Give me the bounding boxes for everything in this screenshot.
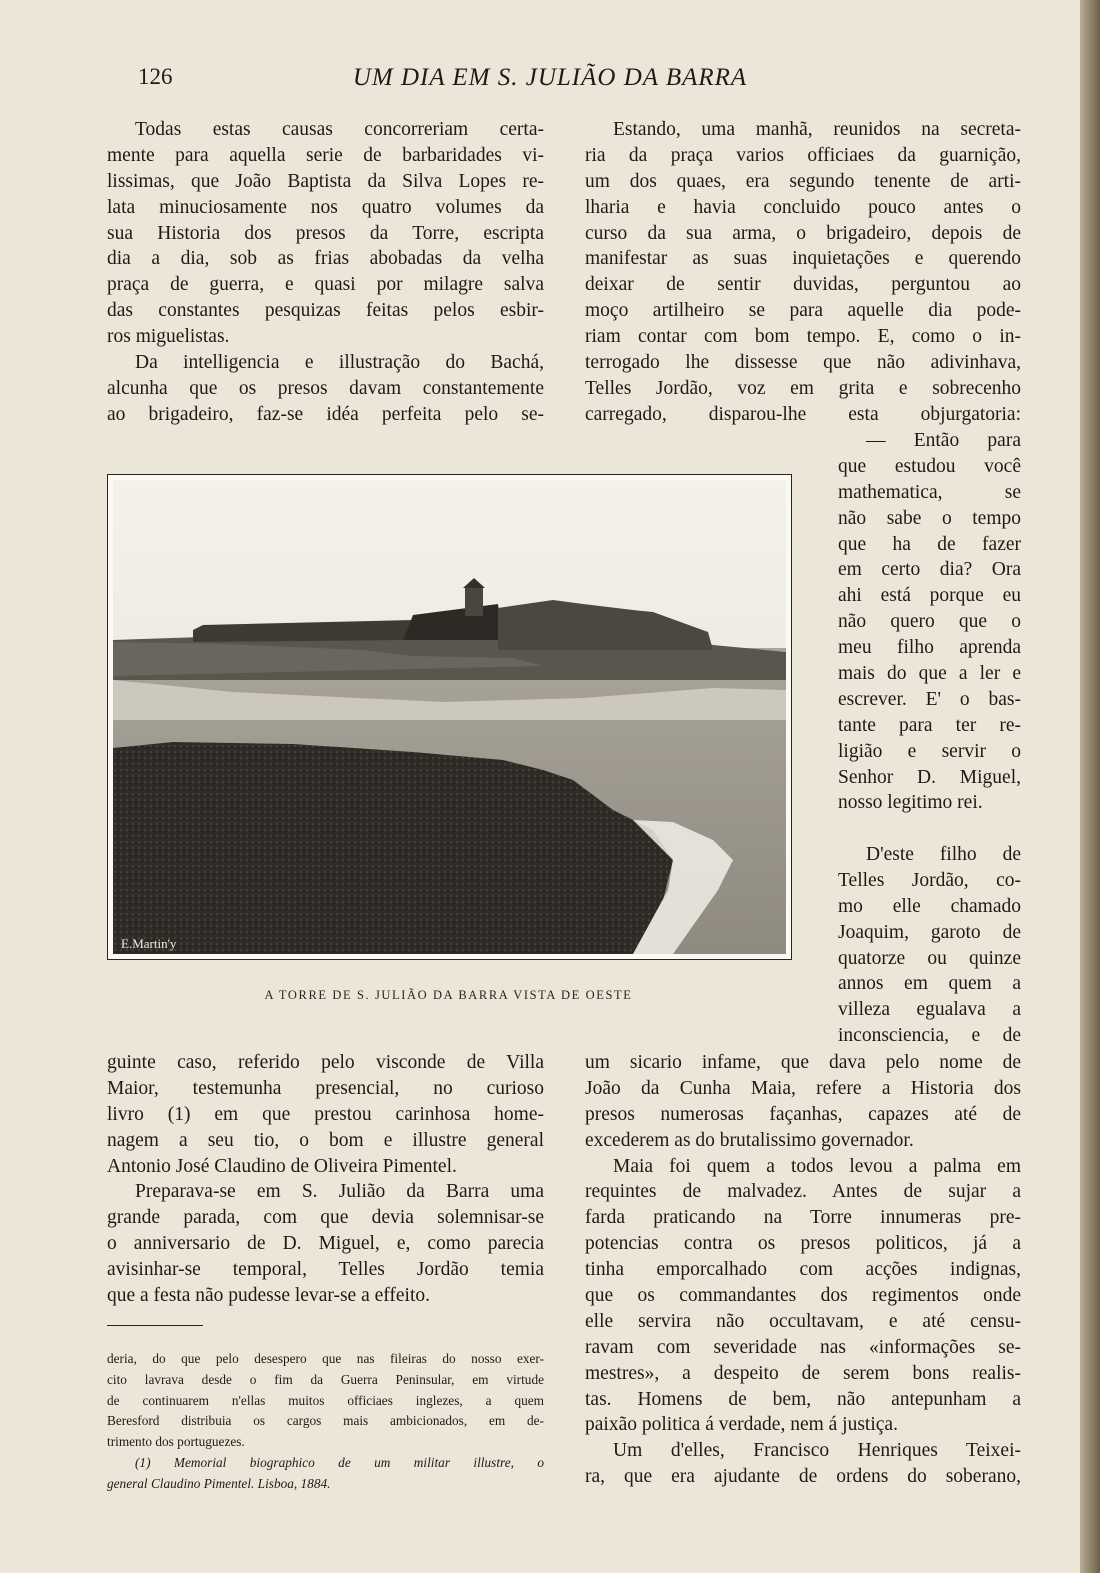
text-line: deixar de sentir duvidas, perguntou ao xyxy=(585,274,1021,296)
text-line: um dos quaes, era segundo tenente de arti- xyxy=(585,170,1021,192)
footnote-line: (1) Memorial biographico de um militar illustre, o xyxy=(135,1454,544,1470)
footnote-line: de continuarem n'ellas muitos officiaes inglezes, a quem xyxy=(107,1392,544,1408)
text-line: Antonio José Claudino de Oliveira Pimentel. xyxy=(107,1155,457,1177)
text-line: ravam com severidade nas «informações se- xyxy=(585,1336,1021,1358)
text-line: que ha de fazer xyxy=(838,533,1021,555)
footnote-line: cito lavrava desde o fim da Guerra Peninsular, em virtude xyxy=(107,1371,544,1387)
text-line: em certo dia? Ora xyxy=(838,559,1021,581)
text-line: riam contar com bom tempo. E, como o in- xyxy=(585,326,1021,348)
text-line: ros miguelistas. xyxy=(107,326,230,348)
text-line: sua Historia dos presos da Torre, escripta xyxy=(107,222,544,244)
text-line: quatorze ou quinze xyxy=(838,947,1021,969)
page-header xyxy=(0,64,1040,100)
text-line: inconsciencia, e de xyxy=(838,1025,1021,1047)
text-line: carregado, disparou-lhe esta objurgatoria: xyxy=(585,403,1021,425)
text-line: Da intelligencia e illustração do Bachá, xyxy=(135,352,544,374)
text-line: annos em quem a xyxy=(838,973,1021,995)
text-line: dia a dia, sob as frias abobadas da velha xyxy=(107,248,544,270)
text-line: tas. Homens de bem, não antepunham a xyxy=(585,1388,1021,1410)
text-line: lata minuciosamente nos quatro volumes da xyxy=(107,196,544,218)
text-line: Maior, testemunha presencial, no curioso xyxy=(107,1077,544,1099)
text-line: grande parada, com que devia solemnisar-se xyxy=(107,1207,544,1229)
text-line: nosso legitimo rei. xyxy=(838,792,983,814)
text-line: nagem a seu tio, o bom e illustre general xyxy=(107,1129,544,1151)
text-line: mente para aquella serie de barbaridades vi- xyxy=(107,144,544,166)
text-line: mo elle chamado xyxy=(838,895,1021,917)
text-line: que os commandantes dos regimentos onde xyxy=(585,1285,1021,1307)
narrow-column-continuation xyxy=(838,842,1021,1049)
text-line: Estando, uma manhã, reunidos na secreta- xyxy=(613,119,1021,140)
tower-photograph xyxy=(107,474,792,960)
footnote-line: Beresford distribuia os cargos mais ambicionados, em de- xyxy=(107,1413,544,1429)
narrow-column-quote xyxy=(838,428,1021,816)
text-line: que estudou você xyxy=(838,455,1021,477)
figure-caption: A TORRE DE S. JULIÃO DA BARRA VISTA DE OESTE xyxy=(264,988,633,1002)
footnote-rule xyxy=(107,1325,203,1326)
left-column-top xyxy=(107,117,544,428)
text-line: mathematica, se xyxy=(838,481,1021,503)
text-line: livro (1) em que prestou carinhosa home- xyxy=(107,1103,544,1125)
text-line: villeza egualava a xyxy=(838,999,1021,1021)
text-line: elle servira não occultavam, e até censu- xyxy=(585,1310,1021,1332)
text-line: — Então para xyxy=(866,430,1021,451)
text-line: moço artilheiro se para aquelle dia pode- xyxy=(585,300,1021,322)
text-line: ahi está porque eu xyxy=(838,585,1021,607)
text-line: que a festa não pudesse levar-se a effeito. xyxy=(107,1285,431,1307)
text-line: um sicario infame, que dava pelo nome de xyxy=(585,1052,1021,1073)
text-line: presos numerosas façanhas, capazes até de xyxy=(585,1103,1021,1125)
text-line: excederem as do brutalissimo governador. xyxy=(585,1129,914,1151)
right-column-top xyxy=(585,117,1021,428)
text-line: manifestar as suas inquietações e querendo xyxy=(585,248,1021,270)
footnote-line: general Claudino Pimentel. Lisboa, 1884. xyxy=(107,1475,331,1491)
text-line: lissimas, que João Baptista da Silva Lopes re- xyxy=(107,170,544,192)
text-line: Joaquim, garoto de xyxy=(838,921,1021,943)
text-line: Maia foi quem a todos levou a palma em xyxy=(613,1155,1021,1177)
text-line: mais do que a ler e xyxy=(838,663,1021,685)
text-line: alcunha que os presos davam constantemente xyxy=(107,377,544,399)
text-line: não quero que o xyxy=(838,611,1021,633)
text-line: Telles Jordão, voz em grita e sobrecenho xyxy=(585,377,1021,399)
text-line: mestres», a despeito de serem bons realis- xyxy=(585,1362,1021,1384)
text-line: Todas estas causas concorreriam certa- xyxy=(135,119,544,140)
text-line: meu filho aprenda xyxy=(838,637,1021,659)
text-line: D'este filho de xyxy=(866,844,1021,865)
text-line: não sabe o tempo xyxy=(838,507,1021,529)
text-line: das constantes pesquizas feitas pelos esbir- xyxy=(107,300,544,322)
text-line: Preparava-se em S. Julião da Barra uma xyxy=(135,1181,544,1203)
text-line: Um d'elles, Francisco Henriques Teixei- xyxy=(613,1440,1021,1462)
text-line: Senhor D. Miguel, xyxy=(838,766,1021,788)
footnote-line: trimento dos portuguezes. xyxy=(107,1434,245,1450)
text-line: João da Cunha Maia, refere a Historia dos xyxy=(585,1077,1021,1099)
text-line: curso da sua arma, o brigadeiro, depois de xyxy=(585,222,1021,244)
footnote-line: deria, do que pelo desespero que nas fileiras do nosso exer- xyxy=(107,1351,544,1366)
text-line: tinha emporcalhado com acções indignas, xyxy=(585,1259,1021,1281)
left-column-bottom xyxy=(107,1050,544,1309)
text-line: ligião e servir o xyxy=(838,740,1021,762)
text-line: o anniversario de D. Miguel, e, como parecia xyxy=(107,1233,544,1255)
text-line: escrever. E' o bas- xyxy=(838,688,1021,710)
lighthouse-tower xyxy=(465,586,483,616)
text-line: potencias contra os presos politicos, já a xyxy=(585,1233,1021,1255)
photo-signature: E.Martin'y xyxy=(121,936,177,951)
text-line: requintes de malvadez. Antes de sujar a xyxy=(585,1181,1021,1203)
text-line: paixão politica á verdade, nem á justiça. xyxy=(585,1414,898,1436)
book-spine xyxy=(1080,0,1100,1573)
footnotes xyxy=(107,1349,544,1495)
text-line: ra, que era ajudante de ordens do soberano, xyxy=(585,1466,1021,1488)
photo-illustration xyxy=(113,480,786,954)
text-line: guinte caso, referido pelo visconde de Villa xyxy=(107,1052,544,1073)
page-number: 126 xyxy=(138,64,173,89)
running-title: UM DIA EM S. JULIÃO DA BARRA xyxy=(352,64,748,91)
text-line: lharia e havia concluido pouco antes o xyxy=(585,196,1021,218)
text-line: farda praticando na Torre innumeras pre- xyxy=(585,1207,1021,1229)
text-line: Telles Jordão, co- xyxy=(838,869,1021,891)
text-line: ao brigadeiro, faz-se idéa perfeita pelo se- xyxy=(107,403,544,425)
text-line: avisinhar-se temporal, Telles Jordão temia xyxy=(107,1259,544,1281)
text-line: praça de guerra, e quasi por milagre salva xyxy=(107,274,544,296)
text-line: terrogado lhe dissesse que não adivinhava, xyxy=(585,352,1021,374)
text-line: tante para ter re- xyxy=(838,714,1021,736)
text-line: ria da praça varios officiaes da guarnição, xyxy=(585,144,1021,166)
right-column-bottom xyxy=(585,1050,1021,1490)
